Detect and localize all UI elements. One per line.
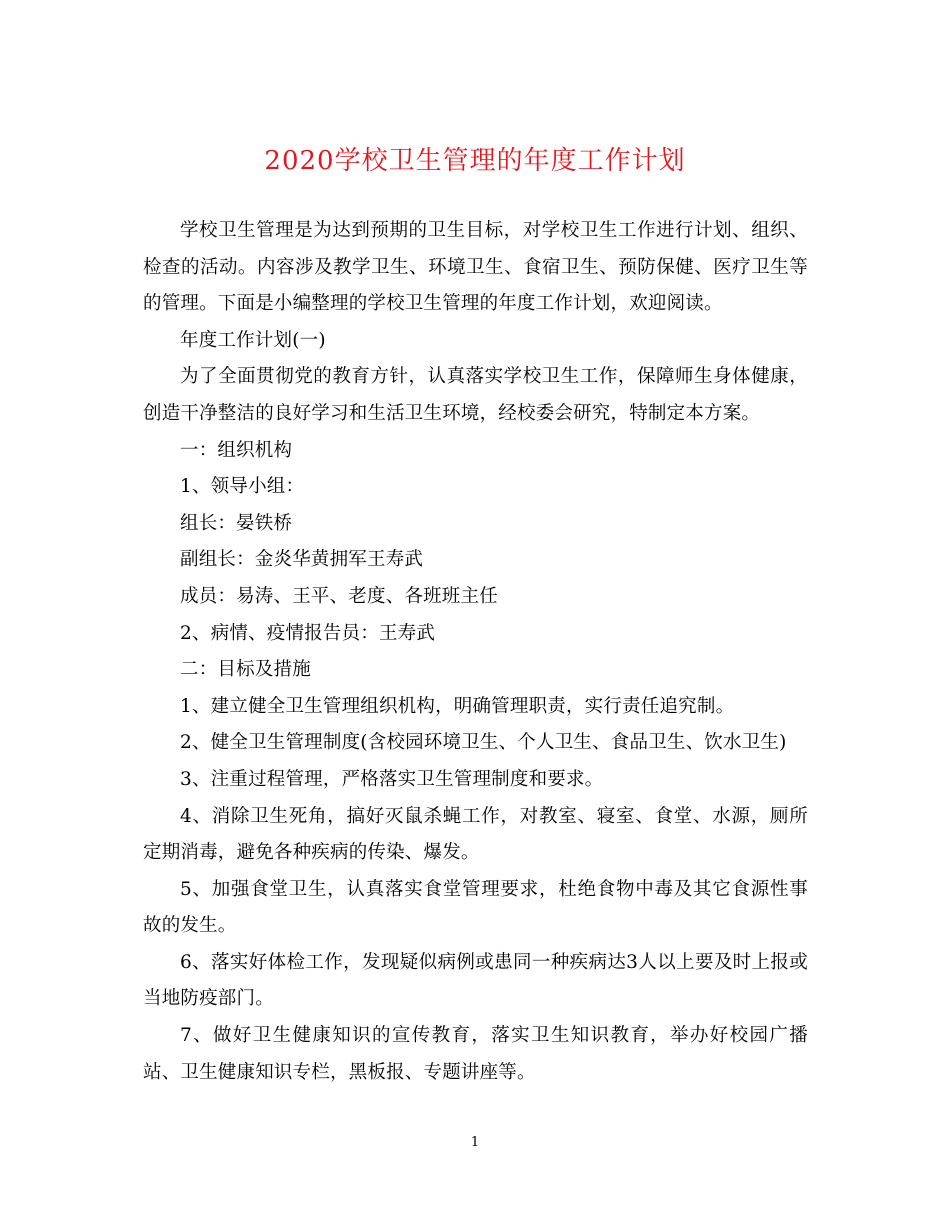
section-heading-organization: 一：组织机构 (180, 439, 293, 461)
leadership-group-heading: 1、领导小组： (180, 476, 305, 498)
leader-line: 组长：晏铁桥 (180, 512, 293, 534)
goal-item-2: 2、健全卫生管理制度(含校园环境卫生、个人卫生、食品卫生、饮水卫生) (180, 732, 787, 754)
section-heading-goals: 二：目标及措施 (180, 659, 311, 681)
goal-item-6: 6、落实好体检工作，发现疑似病例或患同一种疾病达3人以上要及时上报或当地防疫部门。 (143, 951, 808, 1010)
goal-item-5: 5、加强食堂卫生，认真落实食堂管理要求，杜绝食物中毒及其它食源性事故的发生。 (143, 878, 808, 937)
goal-item-7: 7、做好卫生健康知识的宣传教育，落实卫生知识教育，举办好校园广播站、卫生健康知识专栏，黑板报、专题讲座等。 (143, 1025, 808, 1083)
goal-item-4: 4、消除卫生死角，搞好灭鼠杀蝇工作，对教室、寝室、食堂、水源，厕所定期消毒，避免各种疾病的传染、爆发。 (143, 805, 808, 864)
intro-paragraph: 学校卫生管理是为达到预期的卫生目标，对学校卫生工作进行计划、组织、检查的活动。内容涉及教学卫生、环境卫生、食宿卫生、预防保健、医疗卫生等的管理。下面是小编整理的学校卫生管理的年度工作计划，欢迎阅读。 (143, 220, 808, 315)
goal-item-3: 3、注重过程管理，严格落实卫生管理制度和要求。 (180, 768, 604, 790)
section-heading-plan-one: 年度工作计划(一) (180, 329, 326, 351)
deputy-leader-line: 副组长：金炎华黄拥军王寿武 (180, 549, 424, 571)
members-line: 成员：易涛、王平、老度、各班班主任 (180, 585, 498, 607)
reporter-line: 2、病情、疫情报告员：王寿武 (180, 622, 436, 644)
purpose-paragraph: 为了全面贯彻党的教育方针，认真落实学校卫生工作，保障师生身体健康，创造干净整洁的良好学习和生活卫生环境，经校委会研究，特制定本方案。 (143, 366, 808, 424)
document-body (143, 213, 808, 1091)
page-number: 1 (470, 1135, 480, 1150)
goal-item-1: 1、建立健全卫生管理组织机构，明确管理职责，实行责任追究制。 (180, 695, 735, 717)
document-title: 2020学校卫生管理的年度工作计划 (264, 146, 686, 176)
